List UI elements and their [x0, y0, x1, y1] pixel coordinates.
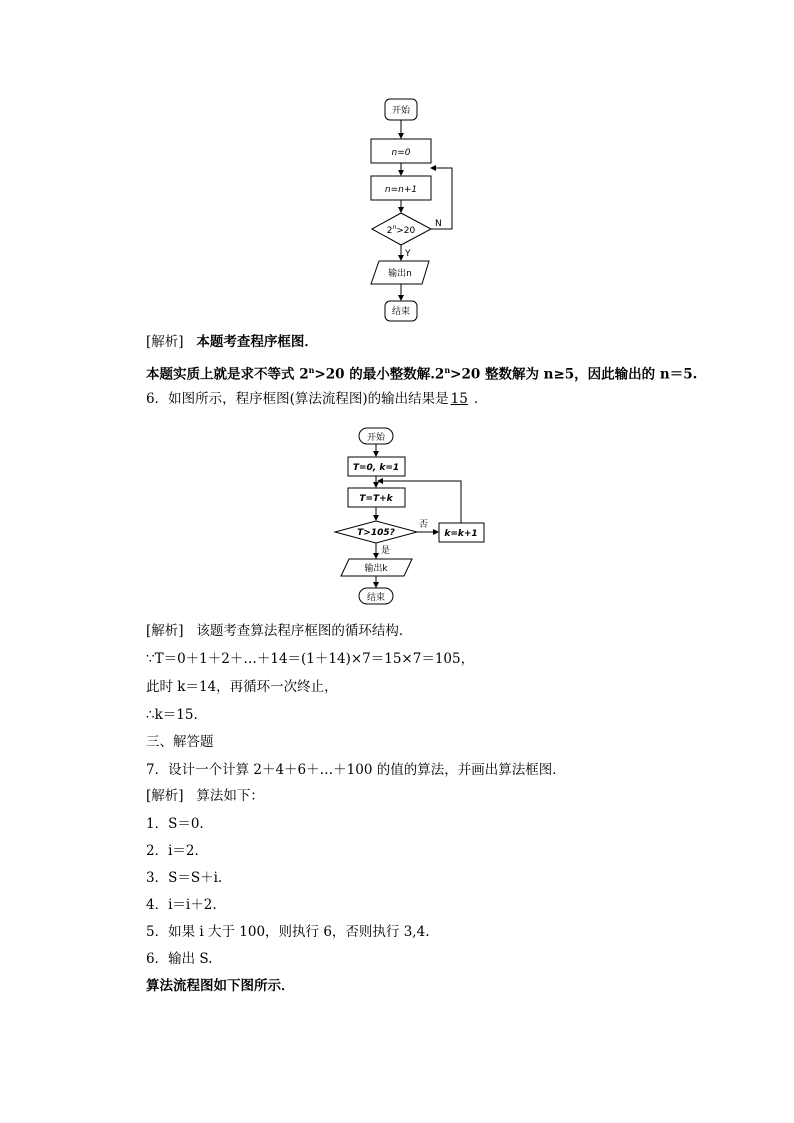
- question-6: [146, 390, 487, 408]
- flowchart-1-end-label: 结束: [391, 307, 411, 317]
- algorithm-step: 1．S＝0.: [146, 816, 204, 832]
- flowchart-2-output-label: 输出k: [364, 564, 388, 574]
- flowchart-1-yes-label: Y: [405, 249, 411, 259]
- flowchart-1-init-label: n=0: [391, 148, 411, 158]
- question-6-suffix: ．: [473, 391, 488, 407]
- analysis-2-heading: [146, 622, 412, 640]
- flowchart-1-output-label: 输出n: [388, 269, 412, 279]
- algorithm-step: 4．i＝i＋2.: [146, 897, 217, 913]
- analysis-1-body-part-a: 本题实质上就是求不等式 2: [146, 366, 309, 383]
- analysis-1-body-part-c: >20 整数解为 n≥5，因此输出的 n＝5.: [450, 366, 698, 383]
- analysis-2-line-1: ∵T＝0＋1＋2＋…＋14＝(1＋14)×7＝15×7＝105，: [146, 651, 475, 667]
- exponent: n: [444, 365, 451, 375]
- flowchart-1: [360, 95, 470, 325]
- flowchart-1-no-label: N: [435, 219, 442, 229]
- flowchart-2-yes-label: 是: [381, 546, 391, 556]
- algorithm-step: 6．输出 S.: [146, 951, 213, 967]
- exponent: n: [308, 365, 315, 375]
- flowchart-2-end-label: 结束: [366, 593, 386, 603]
- analysis-3-intro: 算法如下：: [196, 788, 264, 804]
- flowchart-1-step-label: n=n+1: [384, 185, 418, 195]
- analysis-tag: [解析]: [146, 623, 184, 639]
- analysis-2-line-3: ∴k＝15.: [146, 707, 198, 723]
- algorithm-step: 2．i＝2.: [146, 843, 199, 859]
- analysis-2-title: 该题考查算法程序框图的循环结构．: [196, 623, 413, 639]
- flowchart-2-increment-label: k=k+1: [444, 529, 478, 539]
- question-6-text: 6．如图所示，程序框图(算法流程图)的输出结果是: [146, 391, 449, 407]
- question-7: 7．设计一个计算 2＋4＋6＋…＋100 的值的算法，并画出算法框图．: [146, 762, 566, 778]
- flowchart-2-no-label: 否: [419, 520, 429, 530]
- section-3-title: 三、解答题: [146, 734, 214, 750]
- analysis-1-body-part-b: >20 的最小整数解.2: [314, 366, 445, 383]
- algorithm-step: 5．如果 i 大于 100，则执行 6，否则执行 3,4.: [146, 924, 430, 940]
- analysis-2-line-2: 此时 k＝14，再循环一次终止，: [146, 679, 338, 695]
- flowchart-1-condition-label: $2^n>20$: [386, 224, 416, 236]
- analysis-1-title: 本题考查程序框图．: [196, 334, 318, 350]
- analysis-3-heading: [146, 787, 264, 805]
- flowchart-2-condition-label: T>105?: [357, 528, 395, 538]
- analysis-tag: [解析]: [146, 788, 184, 804]
- flowchart-2: [335, 425, 495, 610]
- analysis-1-body: [146, 361, 697, 384]
- algorithm-step: 3．S＝S＋i.: [146, 870, 223, 886]
- analysis-1-heading: [146, 333, 318, 351]
- algorithm-closing: 算法流程图如下图所示．: [146, 978, 295, 994]
- analysis-tag: [解析]: [146, 334, 184, 350]
- flowchart-1-start-label: 开始: [391, 106, 411, 116]
- flowchart-2-step-label: T=T+k: [359, 494, 393, 504]
- flowchart-2-init-label: T=0, k=1: [352, 463, 400, 473]
- flowchart-2-start-label: 开始: [366, 433, 386, 443]
- question-6-answer: 15: [450, 391, 468, 407]
